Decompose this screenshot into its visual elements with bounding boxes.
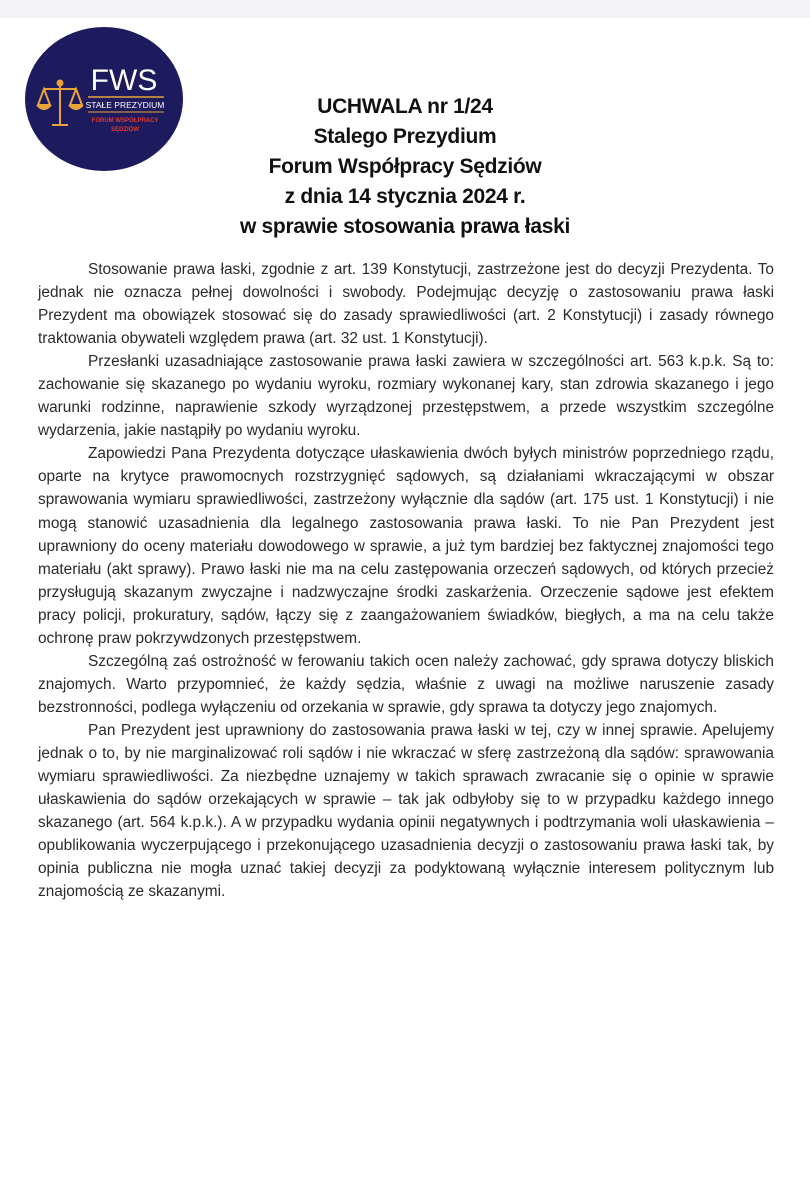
logo-acronym: FWS (90, 64, 158, 97)
title-line-1: UCHWALA nr 1/24 (317, 95, 493, 118)
paragraph: Szczególną zaś ostrożność w ferowaniu takich ocen należy zachować, gdy sprawa dotyczy bliskich znajomych. Warto przypomnieć, że każdy sędzia, właśnie z uwagi na możliwe naruszenie zasady bezstronności, podlega wyłączeniu od orzekania w sprawie, gdy sprawa ta dotyczy jego znajomych. (38, 652, 774, 716)
title-line-3: Forum Współpracy Sędziów (268, 155, 542, 178)
paragraph: Stosowanie prawa łaski, zgodnie z art. 139 Konstytucji, zastrzeżone jest do decyzji Prezydenta. To jednak nie oznacza pełnej dowolności i swobody. Podejmując decyzję o zastosowaniu prawa łaski Prezydent ma obowiązek stosować się do zasady sprawiedliwości (art. 2 Konstytucji) i zasady równego traktowania obywateli względem prawa (art. 32 ust. 1 Konstytucji). (38, 261, 774, 348)
fws-logo (24, 27, 184, 172)
resolution-title (190, 92, 620, 242)
resolution-body (38, 258, 774, 903)
paragraph: Pan Prezydent jest uprawniony do zastosowania prawa łaski w tej, czy w innej sprawie. Apelujemy jednak o to, by nie marginalizować roli sądów i nie wkraczać w sferę zastrzeżoną dla sądów: sprawowania wymiaru sprawiedliwości. Za niezbędne uznajemy w takich sprawach zwracanie się o opinie w sprawie ułaskawienia do sądów orzekających w sprawie – tak jak odbyłoby się to w przypadku każdego innego skazanego (art. 564 k.p.k.). A w przypadku wydania opinii negatywnych i podtrzymania woli ułaskawienia – opublikowania wyczerpującego i przekonującego uzasadnienia decyzji o zastosowaniu prawa łaski tak, by opinia publiczna nie mogła uznać takiej decyzji za podyktowaną wyłącznie interesem politycznym lub znajomością ze skazanymi. (38, 721, 774, 901)
top-band (0, 0, 810, 18)
logo-line3: SĘDZIÓW (111, 127, 139, 133)
title-line-4: z dnia 14 stycznia 2024 r. (284, 185, 526, 208)
paragraph: Przesłanki uzasadniające zastosowanie prawa łaski zawiera w szczególności art. 563 k.p.k. Są to: zachowanie się skazanego po wydaniu wyroku, rozmiary wykonanej kary, stan zdrowia skazanego i jego warunki rodzinne, naprawienie szkody wyrządzonej przestępstwem, a przede wszystkim szczególne wydarzenia, jakie nastąpiły po wydaniu wyroku. (38, 353, 774, 440)
title-line-2: Stalego Prezydium (313, 125, 497, 148)
logo-line1: STAŁE PREZYDIUM (85, 100, 165, 110)
paragraph: Zapowiedzi Pana Prezydenta dotyczące ułaskawienia dwóch byłych ministrów poprzedniego rządu, oparte na krytyce prawomocnych rozstrzygnięć sądowych, są działaniami wkraczającymi w obszar sprawowania wymiaru sprawiedliwości, zastrzeżony wyłącznie dla sądów (art. 175 ust. 1 Konstytucji) i nie mogą stanowić uzasadnienia dla legalnego zastosowania prawa łaski. To nie Pan Prezydent jest uprawniony do oceny materiału dowodowego w sprawie, a już tym bardziej bez faktycznej znajomości tego materiału (akt sprawy). Prawo łaski nie ma na celu zastępowania orzeczeń sądowych, od których przecież przysługują skazanym zwyczajne i nadzwyczajne środki zaskarżenia. Orzeczenie sądowe jest efektem pracy policji, prokuratury, sądów, łączy się z zaangażowaniem świadków, biegłych, a ma na celu także ochronę praw pokrzywdzonych przestępstwem. (38, 445, 774, 647)
title-line-5: w sprawie stosowania prawa łaski (239, 215, 571, 238)
logo-line2: FORUM WSPÓŁPRACY (91, 118, 159, 124)
